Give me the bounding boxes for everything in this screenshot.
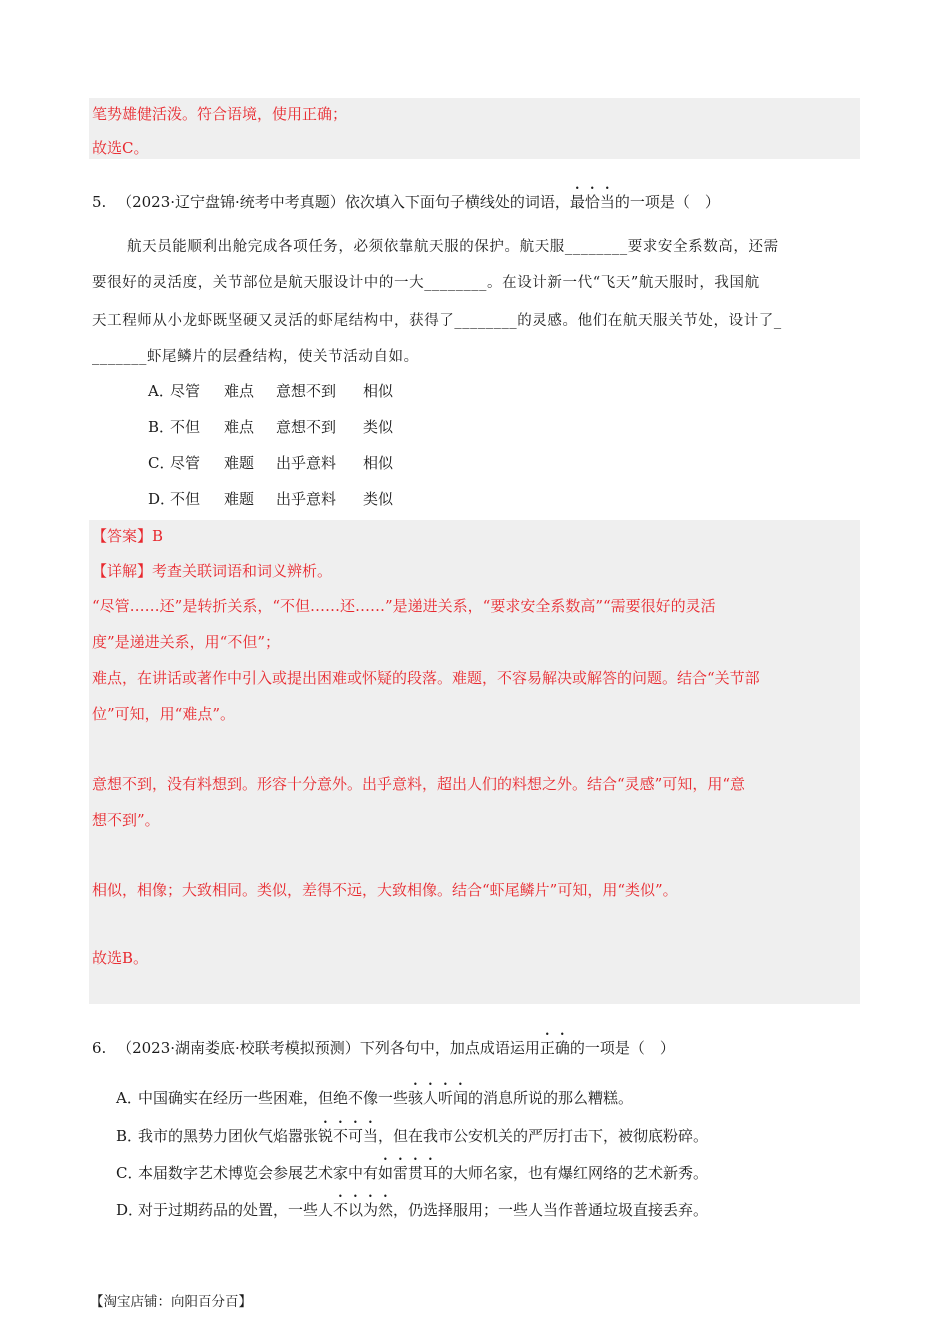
explanation-line: 度”是递进关系，用“不但”； [92, 633, 281, 651]
explanation-line: 难点，在讲话或著作中引入或提出困难或怀疑的段落。难题，不容易解决或解答的问题。结合“关节部 [92, 669, 760, 687]
emphasized-word: 最恰当 [569, 193, 615, 211]
top-answer-line-1: 笔势雄健活泼。符合语境，使用正确； [92, 105, 348, 123]
conclusion-line: 故选B。 [92, 949, 149, 967]
q6-option-c[interactable] [116, 1155, 708, 1183]
option-text: 本届数字艺术博览会参展艺术家中有 [138, 1164, 379, 1182]
option-label: A． [148, 382, 174, 400]
option-a[interactable] [148, 380, 393, 401]
question-text: 依次填入下面句子横线处的词语， [344, 193, 570, 211]
option-text: ，仍选择服用；一些人当作普通垃圾直接丢弃。 [393, 1201, 709, 1219]
passage-line-2: 要很好的灵活度，关节部位是航天服设计中的一大________。在设计新一代“飞天”航天服时，我国航 [92, 275, 760, 291]
explanation-line: 想不到”。 [92, 811, 160, 829]
option-word: 出乎意料 [276, 454, 337, 472]
question-source: （2023·湖南娄底·校联考模拟预测） [117, 1039, 360, 1057]
option-word: 难点 [224, 382, 255, 400]
option-text: ，但在我市公安机关的严厉打击下，被彻底粉碎。 [378, 1127, 709, 1145]
explanation-line: 位”可知，用“难点”。 [92, 705, 236, 723]
question-number: 6. [92, 1039, 107, 1057]
question-5-stem [92, 184, 720, 212]
footer-shop: 【淘宝店铺：向阳百分百】 [90, 1294, 252, 1310]
option-label: D． [148, 490, 176, 508]
question-text: 下列各句中，加点成语运用 [359, 1039, 540, 1057]
passage-line-1: 航天员能顺利出舱完成各项任务，必须依靠航天服的保护。航天服________要求安全系数高，还需 [127, 239, 779, 255]
q6-option-b[interactable] [116, 1118, 708, 1146]
option-c[interactable] [148, 452, 393, 473]
dotted-idiom: 不以为然 [333, 1201, 394, 1219]
option-word: 不但 [170, 418, 201, 436]
option-word: 意想不到 [276, 382, 337, 400]
question-text-end: 的一项是（ ） [569, 1039, 675, 1057]
option-label: C． [148, 454, 175, 472]
option-text: 我市的黑势力团伙气焰嚣张 [138, 1127, 319, 1145]
question-source: （2023·辽宁盘锦·统考中考真题） [117, 193, 345, 211]
question-number: 5. [92, 193, 107, 211]
explanation-line: “尽管……还”是转折关系，“不但……还……”是递进关系，“要求安全系数高”“需要很好的灵活 [92, 597, 716, 615]
answer-line: 【答案】B [92, 527, 164, 545]
answer-box [89, 520, 860, 1004]
question-6-stem [92, 1030, 675, 1058]
detail-line: 【详解】考查关联词语和词义辨析。 [92, 562, 333, 580]
option-word: 类似 [363, 418, 394, 436]
option-label: D． [116, 1201, 144, 1219]
passage-line-3: 天工程师从小龙虾既坚硬又灵活的虾尾结构中，获得了________的灵感。他们在航天服关节处，设计了_ [92, 313, 782, 329]
option-text: 的大师名家，也有爆红网络的艺术新秀。 [438, 1164, 709, 1182]
option-word: 尽管 [170, 454, 201, 472]
explanation-line: 意想不到，没有料想到。形容十分意外。出乎意料，超出人们的料想之外。结合“灵感”可知，用“意 [92, 775, 746, 793]
dotted-idiom: 锐不可当 [318, 1127, 379, 1145]
explanation-line: 相似，相像；大致相同。类似，差得不远，大致相像。结合“虾尾鳞片”可知，用“类似”。 [92, 881, 678, 899]
option-label: C． [116, 1164, 143, 1182]
option-text: 的消息所说的那么糟糕。 [468, 1089, 634, 1107]
emphasized-word: 正确 [539, 1039, 570, 1057]
option-label: A． [116, 1089, 142, 1107]
q6-option-a[interactable] [116, 1080, 633, 1108]
option-word: 相似 [363, 454, 394, 472]
dotted-idiom: 如雷贯耳 [378, 1164, 439, 1182]
dotted-idiom: 骇人听闻 [408, 1089, 469, 1107]
option-label: B． [116, 1127, 143, 1145]
option-word: 意想不到 [276, 418, 337, 436]
option-text: 中国确实在经历一些困难，但绝不像一些 [138, 1089, 409, 1107]
option-text: 对于过期药品的处置，一些人 [138, 1201, 334, 1219]
q6-option-d[interactable] [116, 1192, 708, 1220]
option-word: 不但 [170, 490, 201, 508]
option-word: 类似 [363, 490, 394, 508]
option-word: 难题 [224, 454, 255, 472]
option-word: 难题 [224, 490, 255, 508]
passage-line-4: _______虾尾鳞片的层叠结构，使关节活动自如。 [92, 349, 419, 365]
option-label: B． [148, 418, 175, 436]
top-answer-line-2: 故选C。 [92, 139, 149, 157]
option-word: 难点 [224, 418, 255, 436]
question-text-end: 的一项是（ ） [614, 193, 720, 211]
option-d[interactable] [148, 488, 393, 509]
option-word: 尽管 [170, 382, 201, 400]
option-b[interactable] [148, 416, 393, 437]
option-word: 相似 [363, 382, 394, 400]
option-word: 出乎意料 [276, 490, 337, 508]
